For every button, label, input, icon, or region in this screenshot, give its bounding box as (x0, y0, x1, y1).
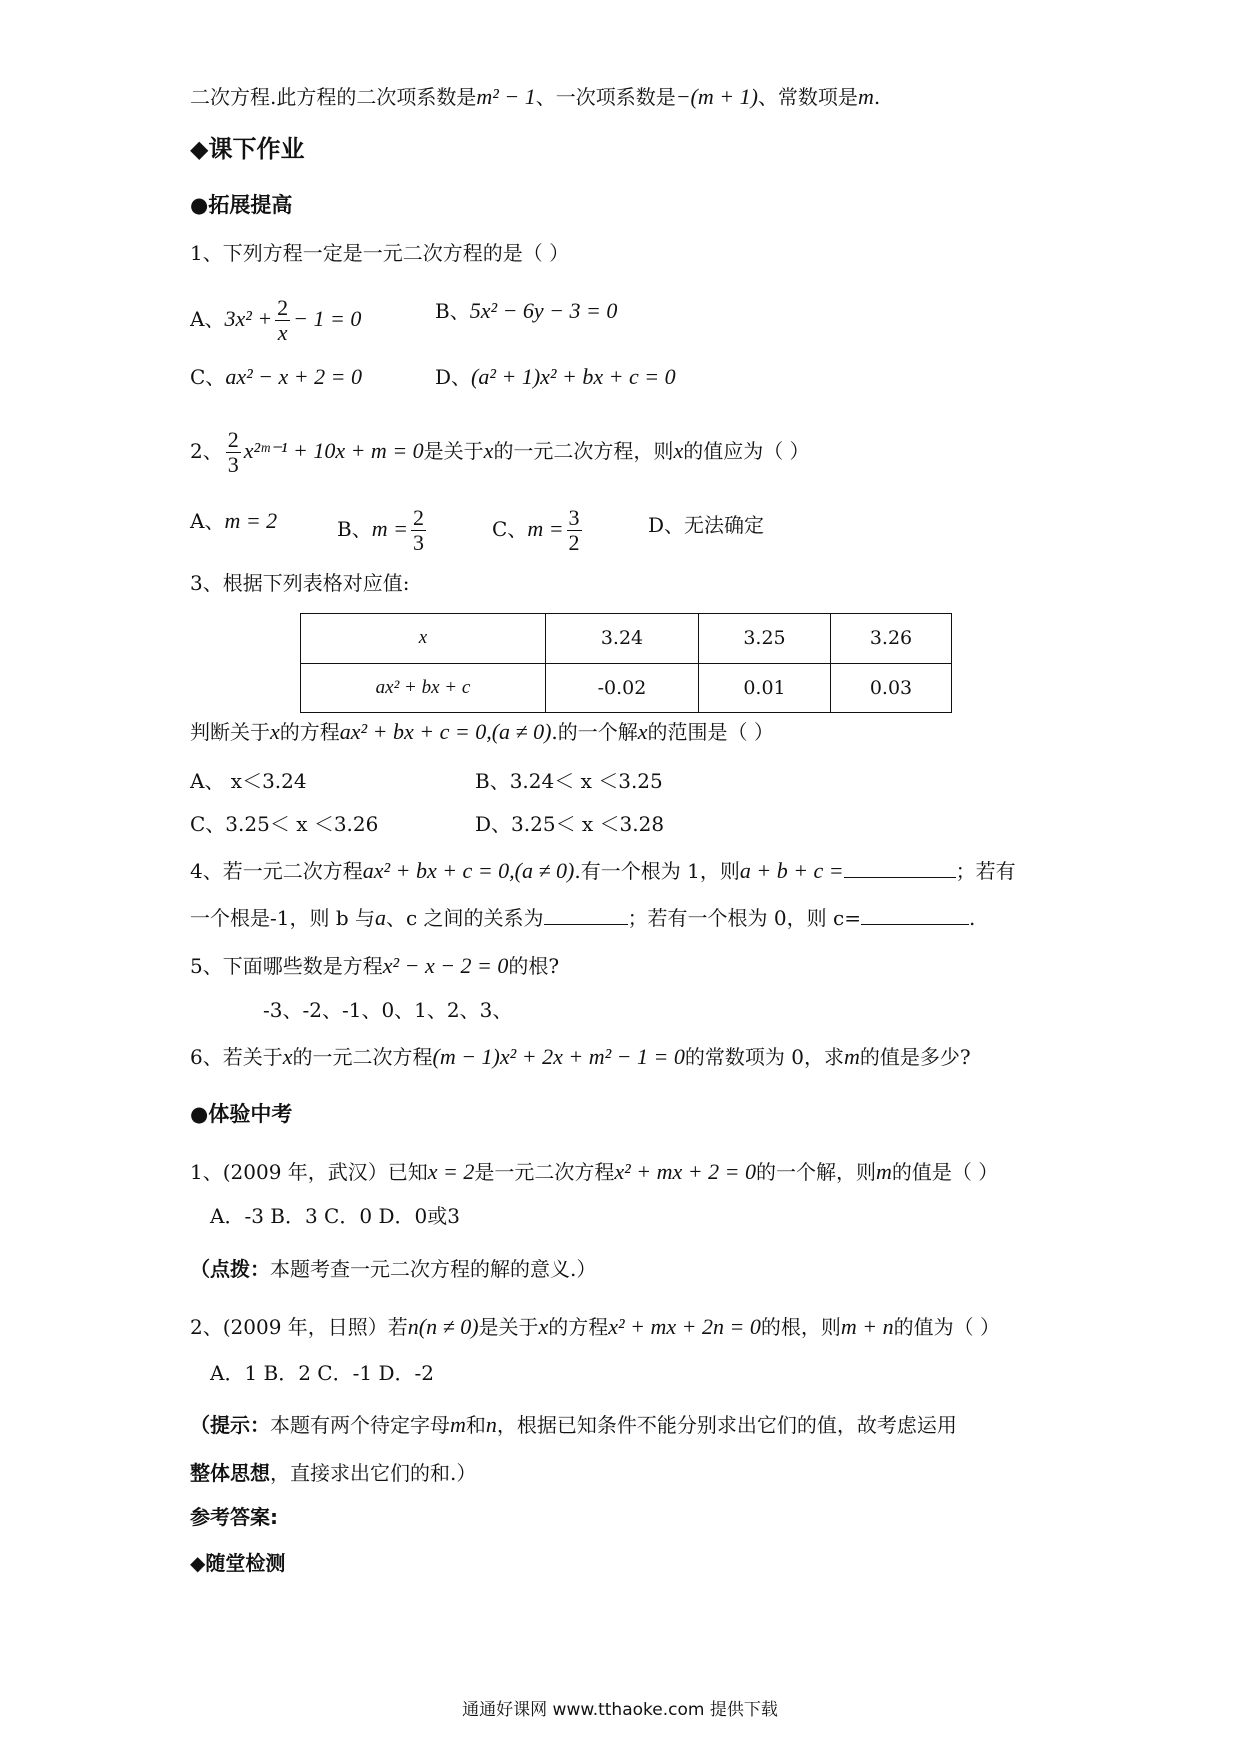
section-homework-heading: ◆课下作业 (190, 135, 305, 163)
answer-blank[interactable] (861, 924, 969, 925)
q5-candidates: -3、-2、-1、0、1、2、3、 (263, 998, 513, 1022)
q3-value-table (300, 613, 952, 713)
q3-option-a: A、 x＜3.24 (190, 769, 307, 793)
answer-blank[interactable] (844, 877, 956, 878)
table-row: x 3.24 3.25 3.26 (301, 614, 952, 664)
exam-q2-stem: 2、(2009 年，日照）若n(n ≠ 0)是关于x的方程x² + mx + 2n = 0的根，则m + n的值为（ ） (190, 1314, 1000, 1339)
section-check-heading: ◆随堂检测 (190, 1551, 286, 1575)
q1-option-d: D、(a² + 1)x² + bx + c = 0 (435, 364, 676, 389)
q2-stem: 2、 $\frac{2}{3}$ x²ᵐ⁻¹ + 10x + m = 0是关于x的一元二次方程，则x的值应为（ ） (190, 427, 810, 477)
exam-q2-hint-line-1: （提示：本题有两个待定字母m和n，根据已知条件不能分别求出它们的值，故考虑运用 (190, 1412, 957, 1437)
exam-q1-hint: （点拨：本题考查一元二次方程的解的意义.） (190, 1257, 597, 1281)
subheading-exam: ●体验中考 (190, 1102, 293, 1126)
answer-blank[interactable] (544, 924, 628, 925)
q3-option-d: D、3.25＜ x ＜3.28 (475, 812, 665, 836)
page-footer: 通通好课网 www.tthaoke.com 提供下载 (462, 1700, 778, 1720)
q1-option-b: B、5x² − 6y − 3 = 0 (435, 298, 618, 323)
subheading-extend: ●拓展提高 (190, 193, 293, 217)
q3-stem: 3、根据下列表格对应值: (190, 571, 410, 595)
q1-fraction: $\frac{2}{x}$ (277, 295, 289, 345)
exam-q1-stem: 1、(2009 年，武汉）已知x = 2是一元二次方程x² + mx + 2 = 0的一个解，则m的值是（ ） (190, 1159, 999, 1184)
q2-option-a: A、m = 2 (190, 508, 278, 533)
q6-stem: 6、若关于x的一元二次方程(m − 1)x² + 2x + m² − 1 = 0的常数项为 0，求m的值是多少? (190, 1044, 971, 1069)
q3-option-c: C、3.25＜ x ＜3.26 (190, 812, 379, 836)
q2-option-b: B、m = $\frac{2}{3}$ (337, 505, 424, 555)
q3-option-b: B、3.24＜ x ＜3.25 (475, 769, 663, 793)
q2-option-d: D、无法确定 (648, 513, 765, 537)
table-row: ax² + bx + c -0.02 0.01 0.03 (301, 663, 952, 713)
exam-q2-hint-line-2: 整体思想，直接求出它们的和.） (190, 1461, 477, 1485)
q5-stem: 5、下面哪些数是方程x² − x − 2 = 0的根? (190, 953, 560, 978)
q3-question: 判断关于x的方程ax² + bx + c = 0,(a ≠ 0).的一个解x的范围是（ ） (190, 719, 774, 744)
continuation-line: 二次方程.此方程的二次项系数是m² − 1、一次项系数是−(m + 1)、常数项是m. (190, 84, 881, 109)
q4-line-1: 4、若一元二次方程ax² + bx + c = 0,(a ≠ 0).有一个根为 1，则a + b + c = ；若有 (190, 858, 1016, 883)
q2-fraction: $\frac{2}{3}$ (227, 427, 239, 477)
exam-q2-options: A．1 B．2 C．-1 D．-2 (210, 1361, 434, 1385)
q2-option-c: C、m = $\frac{3}{2}$ (492, 505, 580, 555)
exam-q1-options: A．-3 B．3 C．0 D．0或3 (210, 1204, 460, 1228)
q1-option-c: C、ax² − x + 2 = 0 (190, 364, 362, 389)
q4-line-2: 一个根是-1，则 b 与a、c 之间的关系为 ；若有一个根为 0，则 c= . (190, 905, 976, 930)
answers-heading: 参考答案: (190, 1505, 278, 1529)
q1-option-a: A、3x² + $\frac{2}{x}$ − 1 = 0 (190, 295, 362, 345)
q1-stem: 1、下列方程一定是一元二次方程的是（ ） (190, 241, 570, 265)
